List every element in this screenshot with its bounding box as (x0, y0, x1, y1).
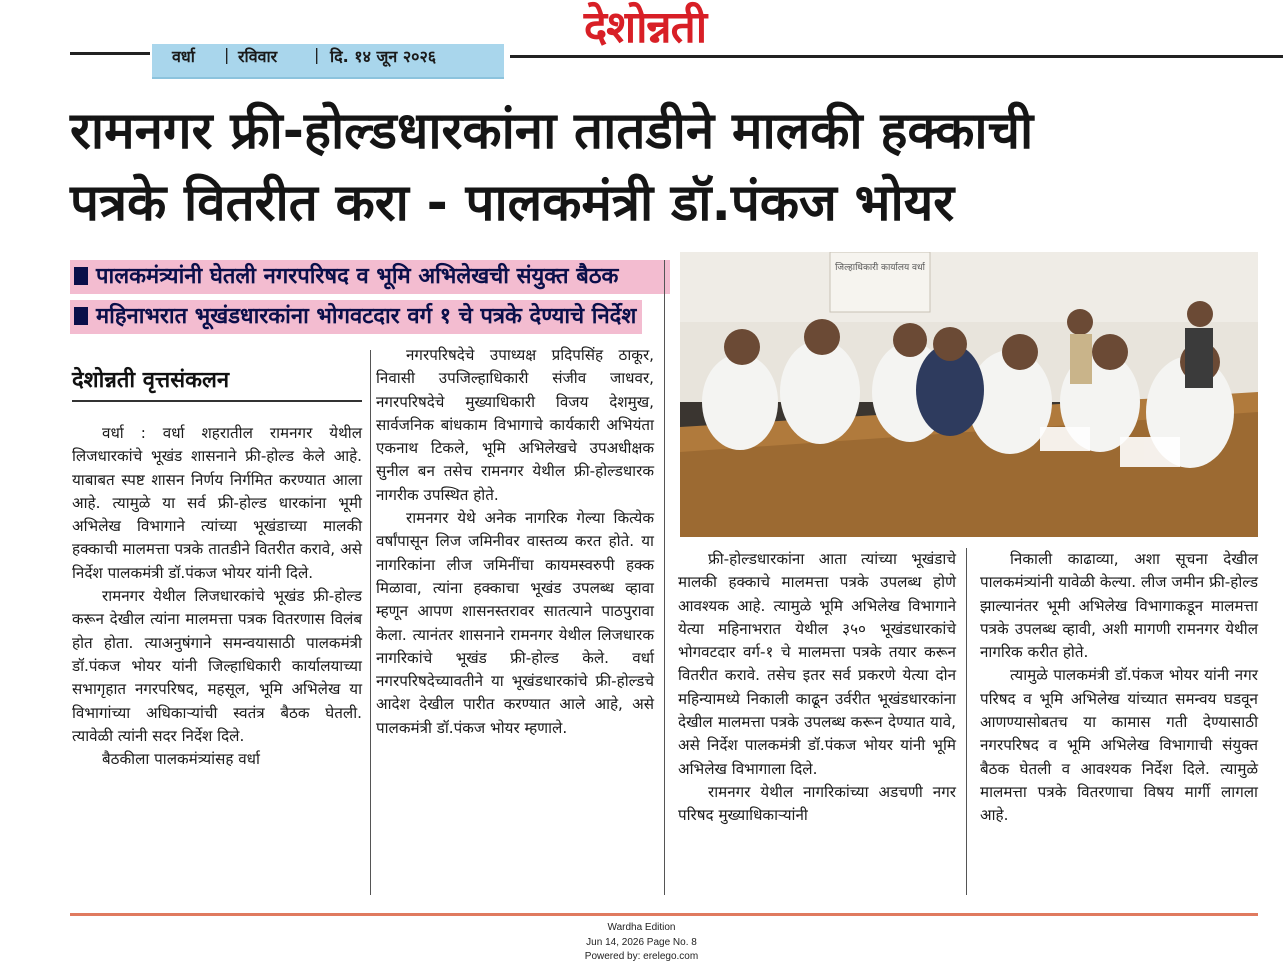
footer-edition: Wardha Edition (607, 922, 676, 933)
paragraph: वर्धा : वर्धा शहरातील रामनगर येथील लिजधारकांचे भूखंड शासनाने फ्री-होल्ड केले आहे. याबाबत स्पष्ट शासन निर्णय निर्गमित करण्यात आला आहे. त्यामुळे या सर्व फ्री-होल्ड धारकांना भूमी अभिलेख विभागाने त्यांच्या भूखंडाच्या मालकी हक्काची मालमत्ता पत्रके तातडीने वितरीत करावे, असे निर्देश पालकमंत्री डॉ.पंकज भोयर यांनी दिले. (72, 424, 362, 582)
subhead-1 (70, 260, 670, 294)
top-rule-right (510, 55, 1283, 58)
dateline-place: वर्धा (172, 47, 195, 66)
paragraph: बैठकीला पालकमंत्र्यांसह वर्धा (102, 750, 260, 769)
bottom-rule (70, 913, 1258, 916)
paragraph: रामनगर येथे अनेक नागरिक गेल्या कित्येक वर्षांपासून लिज जमिनीवर वास्तव्य करत होते. या नागरिकांना लीज जमिनींचा कायमस्वरुपी हक्क मिळावा, त्यांना हक्काचा भूखंड उपलब्ध व्हावा म्हणून आपण शासनस्तरावर सातत्याने पाठपुरावा केला. त्यानंतर शासनाने रामनगर येथील लिजधारक नागरिकांचे भूखंड फ्री-होल्ड केले. वर्धा नगरपरिषदेच्यावतीने या भूखंडधारकांचे फ्री-होल्डचे आदेश देखील पारीत करण्यात आले आहे, असे पालकमंत्री डॉ.पंकज भोयर म्हणाले. (376, 509, 654, 737)
article-column-2 (376, 344, 654, 740)
paragraph: निकाली काढाव्या, अशा सूचना देखील पालकमंत्र्यांनी यावेळी केल्या. लीज जमीन फ्री-होल्ड झाल्यानंतर भूमी अभिलेख विभागाकडून मालमत्ता पत्रके उपलब्ध व्हावी, अशी मागणी रामनगर येथील नागरिक करीत होते. (980, 550, 1258, 662)
paragraph: फ्री-होल्डधारकांना आता त्यांच्या भूखंडाचे मालकी हक्काचे मालमत्ता पत्रके उपलब्ध होणे आवश्यक आहे. त्यामुळे भूमि अभिलेख विभागाने येत्या महिनाभरात येथील ३५० भूखंडधारकांचे भोगवटदार वर्ग-१ चे मालमत्ता पत्रके तयार करून वितरीत करावे. तसेच इतर सर्व प्रकरणे येत्या दोन महिन्यामध्ये निकाली काढून उर्वरीत भूखंडधारकांना देखील मालमत्ता पत्रके उपलब्ध करून देण्यात यावे, असे निर्देश पालकमंत्री डॉ.पंकज भोयर यांनी भूमि अभिलेख विभागाला दिले. (678, 550, 956, 778)
dateline-date: दि. १४ जून २०२६ (330, 47, 437, 66)
article-headline (70, 96, 1250, 240)
footer-powered-by: Powered by: erelego.com (584, 951, 699, 962)
headline-line-2: पत्रके वितरीत करा - पालकमंत्री डॉ.पंकज भोयर (70, 174, 955, 233)
subhead-2 (70, 300, 642, 334)
article-column-4 (980, 548, 1258, 828)
square-bullet-icon (74, 307, 88, 325)
column-divider (664, 260, 665, 895)
headline-line-1: रामनगर फ्री-होल्डधारकांना तातडीने मालकी हक्काची (70, 102, 1034, 161)
subhead-2-text: महिनाभरात भूखंडधारकांना भोगवटदार वर्ग १ चे पत्रके देण्याचे निर्देश (96, 304, 637, 329)
wall-sign-text: जिल्हाधिकारी कार्यालय वर्धा (835, 263, 925, 273)
newspaper-logo: देशोन्नती (583, 2, 707, 53)
dateline-day: रविवार (238, 47, 278, 66)
article-column-3 (678, 548, 956, 828)
meeting-photo (680, 252, 1258, 537)
column-divider (966, 548, 967, 895)
meeting-photo-image (680, 252, 1258, 537)
paragraph: रामनगर येथील लिजधारकांचे भूखंड फ्री-होल्ड करून देखील त्यांना मालमत्ता पत्रक वितरणास विलंब होत होता. त्याअनुषंगाने समन्वयासाठी पालकमंत्री डॉ.पंकज भोयर यांनी जिल्हाधिकारी कार्यालयाच्या सभागृहात नगरपरिषद, महसूल, भूमि अभिलेख या विभागांच्या अधिकाऱ्यांची स्वतंत्र बैठक घेतली. त्यावेळी त्यांनी सदर निर्देश दिले. (72, 587, 362, 745)
footer-date-page: Jun 14, 2026 Page No. 8 (586, 937, 697, 948)
paragraph: त्यामुळे पालकमंत्री डॉ.पंकज भोयर यांनी नगर परिषद व भूमि अभिलेख यांच्यात समन्वय घडवून आणण्यासोबतच या कामास गती देण्यासाठी नगरपरिषद व भूमि अभिलेख विभागाची संयुक्त बैठक घेतली व आवश्यक निर्देश दिले. त्यामुळे मालमत्ता पत्रके वितरणाचा विषय मार्गी लागला आहे. (980, 666, 1258, 825)
article-column-1 (72, 422, 362, 771)
paragraph: रामनगर येथील नागरिकांच्या अडचणी नगर परिषद मुख्याधिकाऱ्यांनी (678, 782, 956, 825)
byline-rule (72, 400, 362, 402)
byline: देशोन्नती वृत्तसंकलन (72, 368, 230, 393)
paragraph: नगरपरिषदेचे उपाध्यक्ष प्रदिपसिंह ठाकूर, निवासी उपजिल्हाधिकारी संजीव जाधवर, नगरपरिषदेचे मुख्याधिकारी विजय देशमुख, सार्वजनिक बांधकाम विभागाचे कार्यकारी अभियंता एकनाथ टिकले, भूमि अभिलेखचे उपअधीक्षक सुनील बन तसेच रामनगर येथील फ्री-होल्डधारक नागरीक उपस्थित होते. (376, 346, 654, 504)
dateline: वर्धा | रविवार | दि. १४ जून २०२६ (152, 44, 504, 79)
column-divider (370, 350, 371, 895)
subhead-1-text: पालकमंत्र्यांनी घेतली नगरपरिषद व भूमि अभिलेखची संयुक्त बैठक (96, 264, 619, 289)
square-bullet-icon (74, 267, 88, 285)
top-rule-left (70, 52, 150, 55)
